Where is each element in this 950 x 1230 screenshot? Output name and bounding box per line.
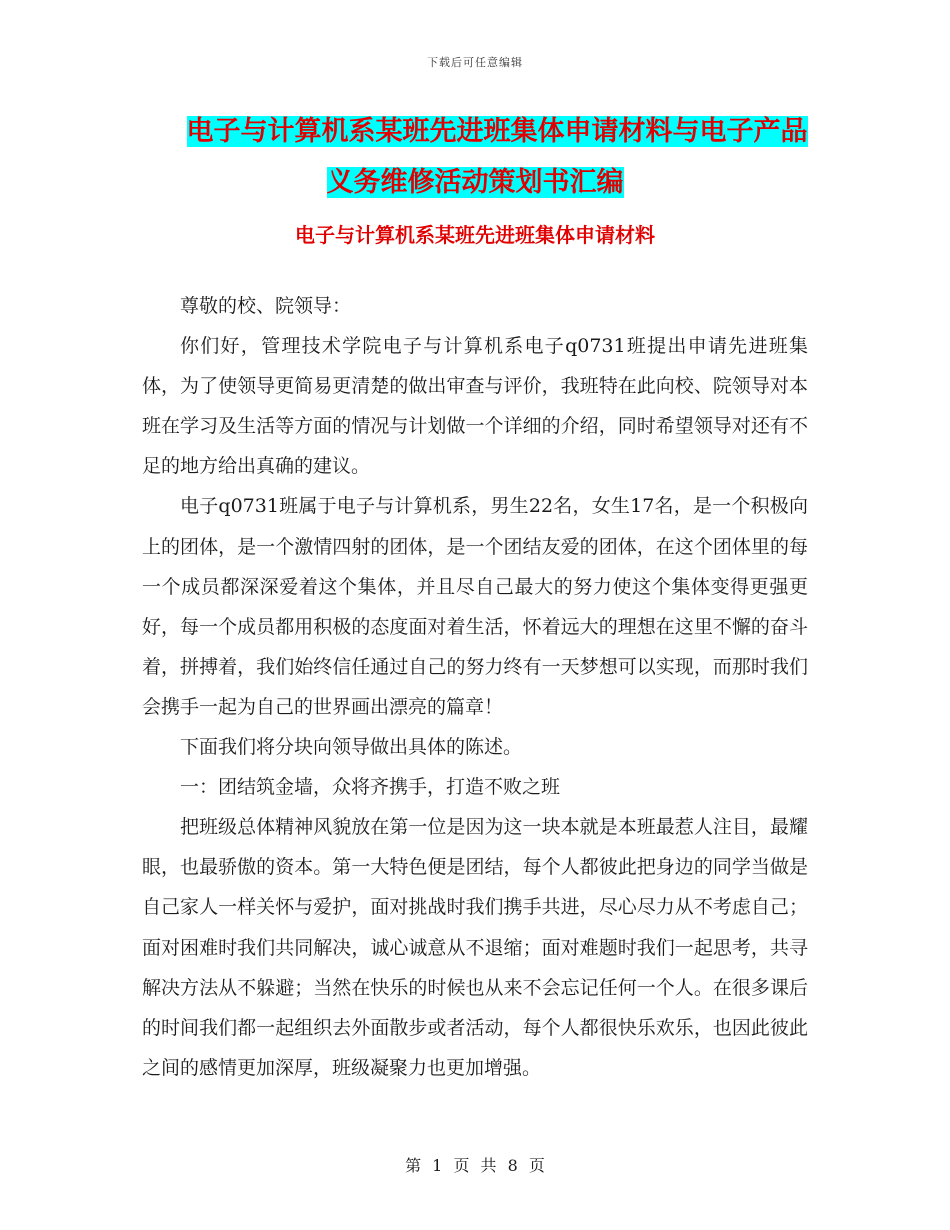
section-heading-one: 一：团结筑金墙，众将齐携手，打造不败之班 (180, 776, 561, 799)
document-title (0, 106, 950, 208)
document-body (142, 286, 808, 1088)
title-line-1-text: 电子与计算机系某班先进班集体申请材料与电子产品 (186, 116, 808, 147)
paragraph-class-profile: 电子q0731班属于电子与计算机系，男生22名，女生17名，是一个积极向上的团体，是一个激情四射的团体，是一个团结友爱的团体，在这个团体里的每一个成员都深深爱着这个集体，并且尽自己最大的努力使这个集体变得更强更好，每一个成员都用积极的态度面对着生活，怀着远大的理想在这里不懈的奋斗着，拼搏着，我们始终信任通过自己的努力终有一天梦想可以实现，而那时我们会携手一起为自己的世界画出漂亮的篇章！ (142, 495, 808, 718)
title-line-1 (0, 106, 950, 157)
page-number: 第 1 页 共 8 页 (405, 1156, 545, 1175)
paragraph-intro: 你们好，管理技术学院电子与计算机系电子q0731班提出申请先进班集体，为了使领导更简易更清楚的做出审查与评价，我班特在此向校、院领导对本班在学习及生活等方面的情况与计划做一个详细的介绍，同时希望领导对还有不足的地方给出真确的建议。 (142, 335, 808, 478)
title-line-2 (0, 157, 950, 208)
section-title: 电子与计算机系某班先进班集体申请材料 (295, 223, 655, 247)
salutation: 尊敬的校、院领导： (180, 295, 352, 317)
header-note: 下载后可任意编辑 (427, 56, 523, 69)
title-line-2-text: 义务维修活动策划书汇编 (326, 167, 624, 198)
paragraph-transition: 下面我们将分块向领导做出具体的陈述。 (180, 736, 523, 759)
paragraph-unity: 把班级总体精神风貌放在第一位是因为这一块本就是本班最惹人注目，最耀眼，也最骄傲的资本。第一大特色便是团结，每个人都彼此把身边的同学当做是自己家人一样关怀与爱护，面对挑战时我们携手共进，尽心尽力从不考虑自己；面对困难时我们共同解决，诚心诚意从不退缩；面对难题时我们一起思考，共寻解决方法从不躲避；当然在快乐的时候也从来不会忘记任何一个人。在很多课后的时间我们都一起组织去外面散步或者活动，每个人都很快乐欢乐，也因此彼此之间的感情更加深厚，班级凝聚力也更加增强。 (142, 816, 808, 1079)
